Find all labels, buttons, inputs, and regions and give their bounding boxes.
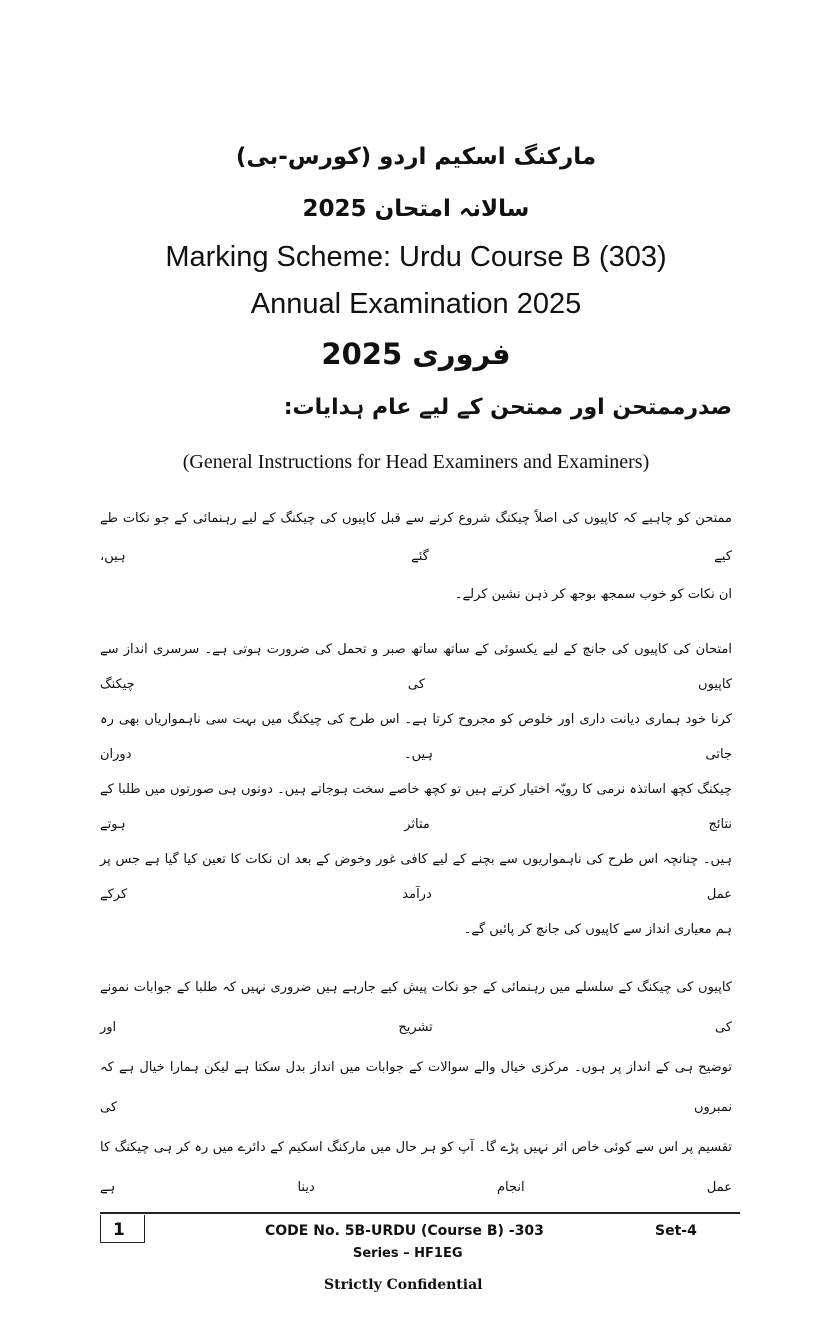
paragraph-2 bbox=[100, 632, 732, 947]
text-line: امتحان کی کاپیوں کی جانچ کے لیے یکسوئی کے ساتھ ساتھ صبر و تحمل کی ضرورت ہوتی ہے۔ سرسری انداز سے کاپیوں کی چیکنگ bbox=[100, 642, 732, 692]
instructions-body bbox=[100, 500, 732, 1208]
instructions-heading: صدرممتحن اور ممتحن کے لیے عام ہدایات: bbox=[283, 395, 732, 420]
text-line: ہم معیاری انداز سے کاپیوں کی جانچ کر پائیں گے۔ bbox=[463, 922, 732, 937]
english-title: Marking Scheme: Urdu Course B (303) bbox=[165, 241, 667, 273]
text-line: ان نکات کو خوب سمجھ بوجھ کر ذہن نشین کرلے۔ bbox=[454, 587, 732, 602]
paragraph-1 bbox=[100, 500, 732, 614]
text-line: تقسیم پر اس سے کوئی خاص اثر نہیں پڑے گا۔ آپ کو ہر حال میں مارکنگ اسکیم کے دائرے میں رہ کر ہی چیکنگ کا عمل انجام دینا ہے bbox=[100, 1140, 732, 1195]
page-footer bbox=[100, 1212, 732, 1293]
text-line: کاپیوں کی چیکنگ کے سلسلے میں رہنمائی کے جو نکات پیش کیے جارہے ہیں ضروری نہیں کہ طلبا کے جوابات نمونے کی تشریح اور bbox=[100, 980, 732, 1035]
page-header bbox=[100, 140, 732, 500]
code-number: CODE No. 5B-URDU (Course B) -303 bbox=[265, 1223, 544, 1239]
urdu-date: فروری 2025 bbox=[321, 337, 511, 371]
series: Series – HF1EG bbox=[353, 1246, 463, 1261]
text-line: ممتحن کو چاہیے کہ کاپیوں کی اصلاً چیکنگ شروع کرنے سے قبل کاپیوں کی چیکنگ کے لیے رہنمائی کے جو نکات طے کیے گئے ہیں، bbox=[100, 511, 732, 564]
page-number: 1 bbox=[100, 1215, 145, 1243]
text-line: توضیح ہی کے انداز پر ہوں۔ مرکزی خیال والے سوالات کے جوابات میں انداز بدل سکتا ہے لیکن ہمارا خیال ہے کہ نمبروں کی bbox=[100, 1060, 732, 1115]
instructions-heading-english: (General Instructions for Head Examiners and Examiners) bbox=[182, 451, 650, 473]
urdu-title: مارکنگ اسکیم اردو (کورس-بی) bbox=[235, 144, 597, 170]
text-line: چیکنگ کچھ اساتذہ نرمی کا رویّہ اختیار کرتے ہیں تو کچھ خاصے سخت ہوجاتے ہیں۔ دونوں ہی صورتوں میں طلبا کے نتائج متاثر ہوتے bbox=[100, 782, 732, 832]
urdu-subtitle: سالانہ امتحان 2025 bbox=[302, 196, 530, 222]
text-line: ہیں۔ چنانچہ اس طرح کی ناہمواریوں سے بچنے کے لیے کافی غور وخوض کے بعد ان نکات کا تعین کیا گیا ہے جس پر عمل درآمد کرکے bbox=[100, 852, 732, 902]
english-subtitle: Annual Examination 2025 bbox=[250, 288, 582, 320]
paragraph-3 bbox=[100, 968, 732, 1208]
confidential-notice: Strictly Confidential bbox=[324, 1277, 483, 1293]
text-line: کرنا خود ہماری دیانت داری اور خلوص کو مجروح کرتا ہے۔ اس طرح کی چیکنگ میں بہت سی ناہمواریاں بھی رہ جاتی ہیں۔ دوران bbox=[100, 712, 732, 762]
set-number: Set-4 bbox=[655, 1223, 697, 1239]
